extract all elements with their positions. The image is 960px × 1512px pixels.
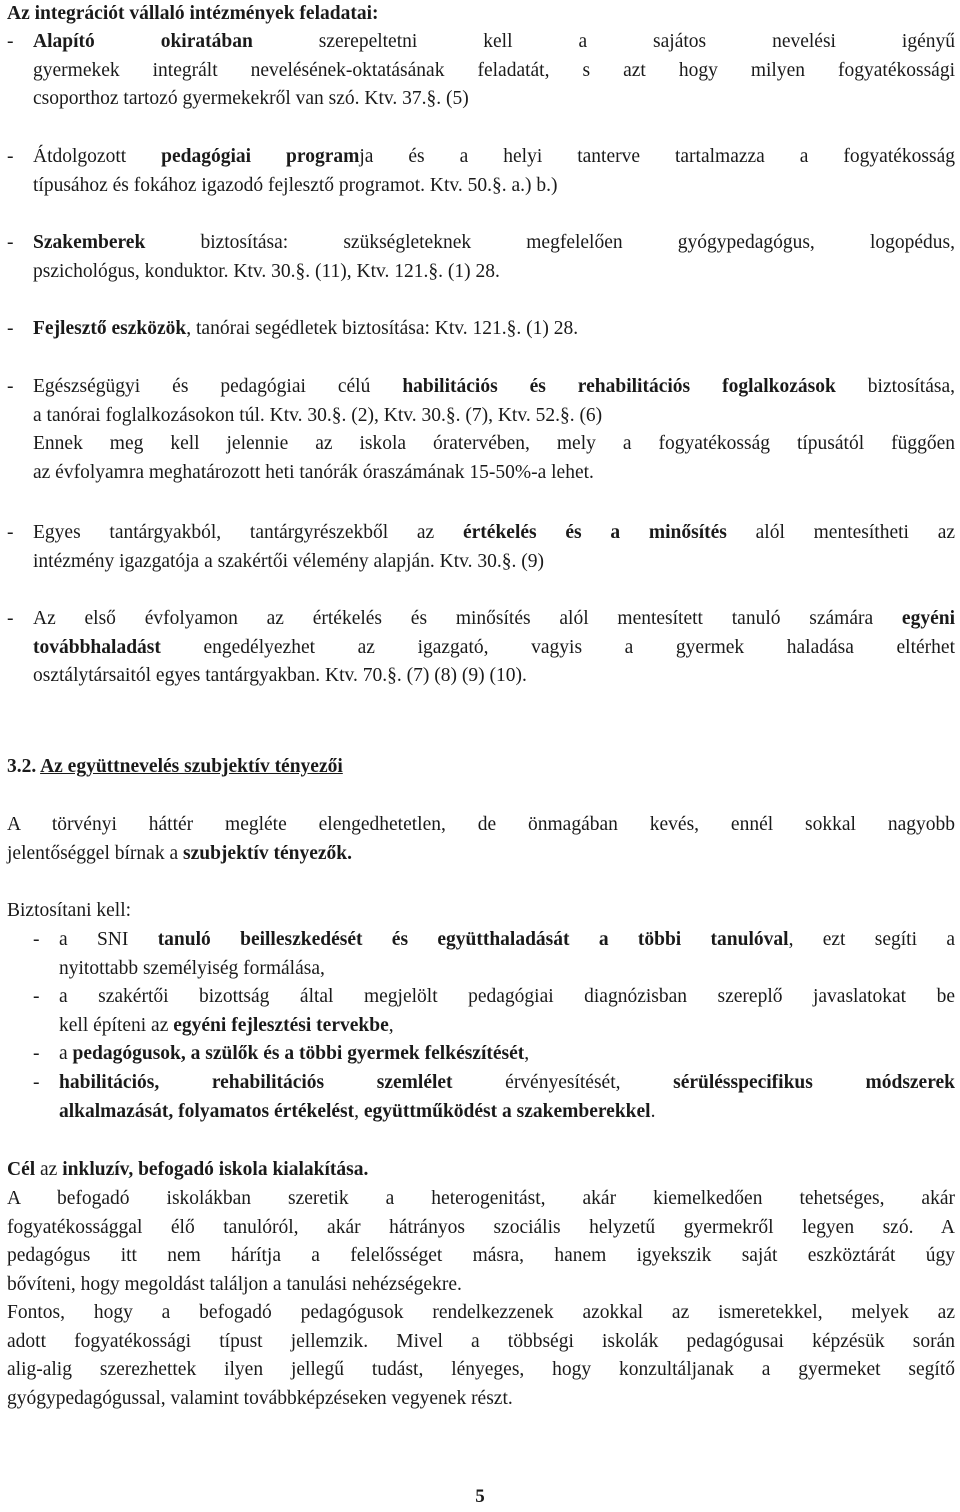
bold-text: továbbhaladást <box>33 636 161 658</box>
task-text <box>33 229 955 286</box>
text-run: a SNI <box>59 929 158 950</box>
page-heading: Az integrációt vállaló intézmények feladatai: <box>7 3 379 24</box>
text-line <box>7 1299 955 1328</box>
provide-item: - habilitációs, rehabilitációs szemlélet érvényesítését, sérülésspecifikus módszerek alkalmazását, folyamatos értékelést, együttműködést a szakemberekkel. <box>33 1069 955 1126</box>
text-line <box>33 172 955 201</box>
text-run: kell építeni az <box>59 1014 174 1036</box>
text-line <box>33 229 955 258</box>
bold-text: egyéni <box>901 608 955 629</box>
text-run: érvényesítését, <box>452 1072 674 1093</box>
task-text <box>33 143 955 200</box>
text-run: Átdolgozott <box>33 146 162 167</box>
body-paragraph <box>7 1185 955 1413</box>
text-run: alól mentesítheti az <box>726 522 955 543</box>
bold-text: pedagógusok, a szülők és a többi gyermek felkészítését <box>72 1043 525 1064</box>
text-run: az <box>35 1159 63 1180</box>
bold-text: Szakemberek <box>33 232 146 253</box>
task-text <box>33 519 955 576</box>
text-run: Fontos, hogy a befogadó pedagógusok rendelkezzenek azokkal az ismeretekkel, melyek az <box>7 1302 955 1323</box>
text-line <box>33 605 955 634</box>
text-line <box>7 1385 955 1414</box>
bold-text: szubjektív tényezők. <box>182 842 352 864</box>
page-number: 5 <box>475 1486 485 1507</box>
text-run: Egyes tantárgyakból, tantárgyrészekből az <box>33 522 463 543</box>
text-line <box>59 1012 955 1041</box>
task-item: - Egészségügyi és pedagógiai célú habilitációs és rehabilitációs foglalkozások biztosítása, a tanórai foglalkozásokon túl. Ktv. 30.§. (2), Ktv. 30.§. (7), Ktv. 52.§. (6) Ennek meg kell jelennie az iskola óratervében, mely a fogyatékosság típusától függően az évfolyamra meghatározott heti tanórák óraszámának 15-50%-a lehet. <box>7 373 955 487</box>
text-run: típusához és fokához igazodó fejlesztő programot. Ktv. 50.§. a.) b.) <box>33 174 558 196</box>
text-line <box>59 983 955 1012</box>
provide-item: - a pedagógusok, a szülők és a többi gyermek felkészítését, <box>33 1040 955 1069</box>
provide-item: - a szakértői bizottság által megjelölt pedagógiai diagnózisban szereplő javaslatokat be kell építeni az egyéni fejlesztési tervekbe, <box>33 983 955 1040</box>
text-run: . <box>650 1100 656 1122</box>
text-run: nyitottabb személyiség formálása, <box>59 957 325 979</box>
text-line <box>7 811 955 840</box>
text-run: gyermekek integrált nevelésének-oktatásának feladatát, s azt hogy milyen fogyatékossági <box>33 59 955 81</box>
text-line <box>33 634 955 663</box>
text-line <box>33 143 955 172</box>
text-run: a <box>59 1043 73 1064</box>
task-text <box>33 315 955 344</box>
text-run: pedagógus itt nem hárítja a felelősséget másra, hanem igyekszik saját eszköztárát úgy <box>7 1245 955 1266</box>
intro-paragraph <box>7 811 955 868</box>
text-line <box>7 840 955 869</box>
provide-text <box>59 983 955 1040</box>
text-line <box>7 1271 955 1300</box>
bold-text: értékelés és a minősítés <box>462 522 727 543</box>
text-line <box>7 1185 955 1214</box>
bold-text: Fejlesztő eszközök <box>33 318 187 339</box>
bold-text: Cél <box>7 1159 36 1180</box>
text-line <box>33 57 955 86</box>
provide-text <box>59 926 955 983</box>
text-run: Ennek meg kell jelennie az iskola óratervében, mely a fogyatékosság típusától függően <box>33 433 955 454</box>
text-line <box>59 1098 955 1127</box>
section-title: Az együttnevelés szubjektív tényezői <box>40 756 343 777</box>
text-run: ja és a helyi tanterve tartalmazza a fogyatékosság <box>359 146 955 167</box>
bold-text: egyéni fejlesztési tervekbe <box>173 1014 389 1036</box>
text-run: fogyatékossággal élő tanulóról, akár hátrányos szociális helyzetű gyermekről legyen szó. A <box>7 1216 955 1238</box>
text-line <box>7 1356 955 1385</box>
bold-text: Alapító okiratában <box>33 31 253 52</box>
text-line <box>33 258 955 287</box>
text-run: bővíteni, hogy megoldást találjon a tanulási nehézségekre. <box>7 1273 462 1295</box>
bold-text: alkalmazását, folyamatos értékelést <box>59 1100 355 1122</box>
section-number: 3.2. <box>7 756 37 777</box>
task-item: - Alapító okiratában szerepeltetni kell a sajátos nevelési igényű gyermekek integrált nevelésének-oktatásának feladatát, s azt hogy milyen fogyatékossági csoporthoz tartozó gyermekekről van szó. Ktv. 37.§. (5) <box>7 28 955 114</box>
text-line <box>33 315 955 344</box>
text-line <box>59 1040 955 1069</box>
text-run: , ezt segíti a <box>788 929 955 950</box>
bold-text: sérülésspecifikus módszerek <box>673 1072 956 1093</box>
text-run: adott fogyatékossági típust jellemzik. Mivel a többségi iskolák pedagógusai képzésük során <box>7 1330 955 1352</box>
bold-text: együttműködést a szakemberekkel <box>363 1100 651 1122</box>
task-item: - Átdolgozott pedagógiai programja és a helyi tanterve tartalmazza a fogyatékosság típusához és fokához igazodó fejlesztő programot. Ktv. 50.§. a.) b.) <box>7 143 955 200</box>
text-line <box>33 28 955 57</box>
text-line <box>7 1156 955 1185</box>
text-run: , tanórai segédletek biztosítása: Ktv. 121.§. (1) 28. <box>186 318 579 339</box>
text-line <box>59 926 955 955</box>
provide-label: Biztosítani kell: <box>7 900 132 921</box>
text-run: pszichológus, konduktor. Ktv. 30.§. (11), Ktv. 121.§. (1) 28. <box>33 260 500 282</box>
text-run: osztálytársaitól egyes tantárgyakban. Ktv. 70.§. (7) (8) (9) (10). <box>33 665 527 686</box>
text-run: A törvényi háttér megléte elengedhetetlen, de önmagában kevés, ennél sokkal nagyobb <box>7 814 955 835</box>
text-line <box>7 1214 955 1243</box>
task-text <box>33 373 955 487</box>
bold-text: tanuló beilleszkedését és együtthaladását a többi tanulóval <box>157 929 789 950</box>
goal-line <box>7 1156 955 1185</box>
text-run: , <box>388 1014 394 1036</box>
text-line <box>33 430 955 459</box>
text-run: alig-alig szerezhettek ilyen jellegű tudást, lényeges, hogy konzultáljanak a gyermeket segítő <box>7 1359 955 1380</box>
text-run: biztosítása: szükségleteknek megfelelően gyógypedagógus, logopédus, <box>145 232 955 253</box>
provide-item: - a SNI tanuló beilleszkedését és együtthaladását a többi tanulóval, ezt segíti a nyitottabb személyiség formálása, <box>33 926 955 983</box>
task-item: - Fejlesztő eszközök, tanórai segédletek biztosítása: Ktv. 121.§. (1) 28. <box>7 315 955 344</box>
text-run: a tanórai foglalkozásokon túl. Ktv. 30.§. (2), Ktv. 30.§. (7), Ktv. 52.§. (6) <box>33 404 603 426</box>
text-run: gyógypedagógussal, valamint továbbképzéseken vegyenek részt. <box>7 1387 513 1409</box>
text-run: szerepeltetni kell a sajátos nevelési igényű <box>252 31 955 52</box>
text-run: a szakértői bizottság által megjelölt pedagógiai diagnózisban szereplő javaslatokat be <box>59 986 955 1007</box>
provide-text <box>59 1040 955 1069</box>
text-run: csoporthoz tartozó gyermekekről van szó. Ktv. 37.§. (5) <box>33 88 469 109</box>
text-run: intézmény igazgatója a szakértői vélemény alapján. Ktv. 30.§. (9) <box>33 550 544 572</box>
task-item: - Egyes tantárgyakból, tantárgyrészekből az értékelés és a minősítés alól mentesítheti az intézmény igazgatója a szakértői vélemény alapján. Ktv. 30.§. (9) <box>7 519 955 576</box>
text-line <box>59 1069 955 1098</box>
task-item: - Az első évfolyamon az értékelés és minősítés alól mentesített tanuló számára egyéni továbbhaladást engedélyezhet az igazgató, vagyis a gyermek haladása eltérhet osztálytársaitól egyes tantárgyakban. Ktv. 70.§. (7) (8) (9) (10). <box>7 605 955 691</box>
task-item: - Szakemberek biztosítása: szükségleteknek megfelelően gyógypedagógus, logopédus, pszichológus, konduktor. Ktv. 30.§. (11), Ktv. 121.§. (1) 28. <box>7 229 955 286</box>
bold-text: habilitációs, rehabilitációs szemlélet <box>59 1072 453 1093</box>
text-run: jelentőséggel bírnak a <box>7 842 183 864</box>
text-run: , <box>524 1043 530 1064</box>
bold-text: pedagógiai program <box>161 146 360 167</box>
text-run: Egészségügyi és pedagógiai célú <box>33 376 403 397</box>
text-run: Az első évfolyamon az értékelés és minősítés alól mentesített tanuló számára <box>33 608 902 629</box>
text-line <box>33 373 955 402</box>
text-line <box>33 402 955 431</box>
provide-text <box>59 1069 955 1126</box>
text-run: A befogadó iskolákban szeretik a heterogenitást, akár kiemelkedően tehetséges, akár <box>7 1188 955 1209</box>
text-line <box>33 662 955 691</box>
text-line <box>7 1328 955 1357</box>
task-text <box>33 605 955 691</box>
text-line <box>33 548 955 577</box>
text-run: az évfolyamra meghatározott heti tanórák óraszámának 15-50%-a lehet. <box>33 461 594 483</box>
task-text <box>33 28 955 114</box>
text-line <box>33 459 955 488</box>
text-run: engedélyezhet az igazgató, vagyis a gyermek haladása eltérhet <box>160 636 955 658</box>
text-line <box>7 1242 955 1271</box>
text-line <box>33 519 955 548</box>
text-run: , <box>354 1100 364 1122</box>
text-line <box>33 85 955 114</box>
text-line <box>59 955 955 984</box>
bold-text: habilitációs és rehabilitációs foglalkozások <box>402 376 836 397</box>
section-heading <box>7 753 955 782</box>
text-run: biztosítása, <box>835 376 955 397</box>
bold-text: inkluzív, befogadó iskola kialakítása. <box>62 1159 369 1180</box>
